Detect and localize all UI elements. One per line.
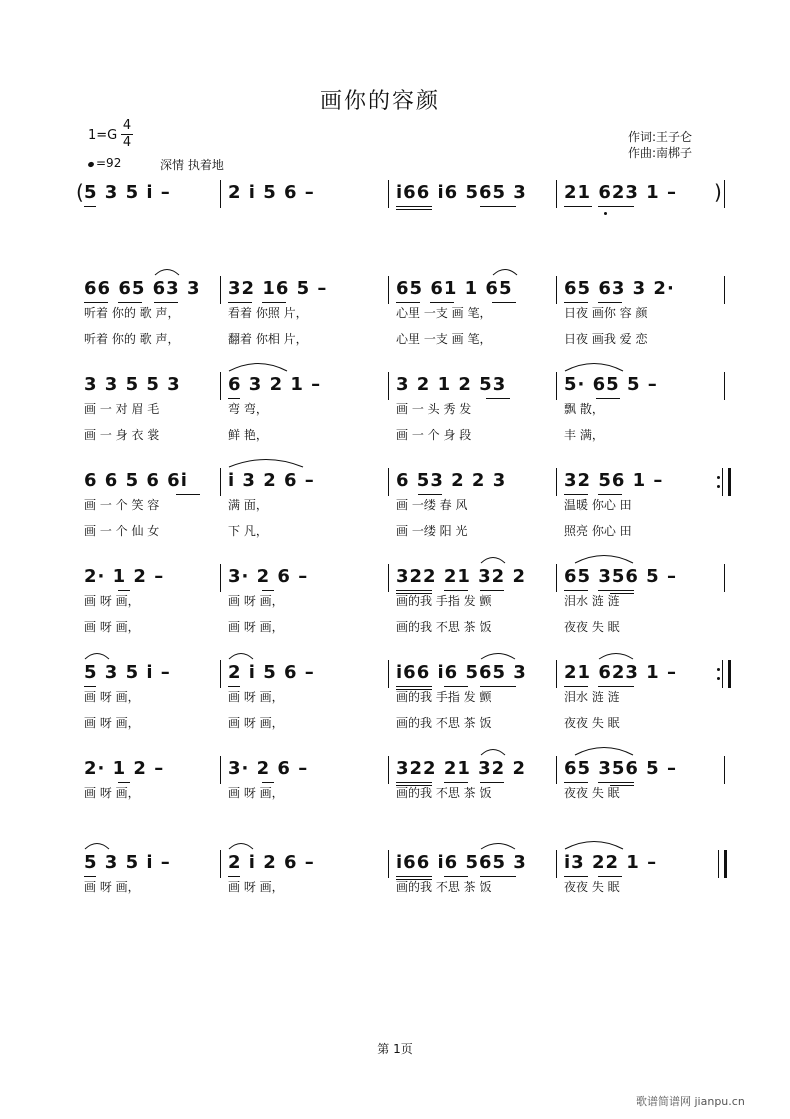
barline <box>220 850 221 878</box>
underline <box>84 206 96 207</box>
lyric-line: 鲜 艳， <box>228 428 268 442</box>
score-system <box>0 564 790 634</box>
slur <box>574 744 634 756</box>
measure: 5· 65 5 – <box>564 374 658 395</box>
lyric-line: 翻着 你相 片， <box>228 332 308 346</box>
measure: 5 3 5 i – <box>84 852 171 873</box>
lyric-line: 画 呀 画， <box>228 620 284 634</box>
measure: 5 3 5 i – <box>84 182 171 203</box>
lyric-line: 画 呀 画， <box>84 716 140 730</box>
underline <box>396 302 420 303</box>
barline <box>556 564 557 592</box>
underline <box>564 590 588 591</box>
underline <box>598 876 622 877</box>
underline <box>430 302 454 303</box>
measure: 32 56 1 – <box>564 470 664 491</box>
measure: 322 21 32 2 <box>396 758 526 779</box>
underline <box>444 590 468 591</box>
open-paren: ( <box>76 180 85 204</box>
underline <box>598 302 622 303</box>
underline <box>564 876 588 877</box>
lyric-line: 泪水 涟 涟 <box>564 690 620 704</box>
barline <box>724 756 725 784</box>
score-system <box>0 756 790 816</box>
barline <box>556 372 557 400</box>
barline <box>556 276 557 304</box>
lyric-line: 满 面， <box>228 498 268 512</box>
repeat-dot <box>717 476 720 479</box>
lyric-line: 画 呀 画， <box>228 880 284 894</box>
underline <box>84 302 108 303</box>
slur <box>480 840 516 850</box>
lyric-line: 画 一 对 眉 毛 <box>84 402 160 416</box>
barline <box>724 180 725 208</box>
barline <box>724 276 725 304</box>
underline <box>598 494 622 495</box>
barline <box>388 180 389 208</box>
lyric-line: 弯 弯， <box>228 402 268 416</box>
underline <box>396 876 432 877</box>
barline <box>388 660 389 688</box>
measure: 21 623 1 – <box>564 662 677 683</box>
measure: 3 2 1 2 53 <box>396 374 507 395</box>
barline <box>556 756 557 784</box>
lyric-line: 泪水 涟 涟 <box>564 594 620 608</box>
underline <box>444 782 468 783</box>
measure: 3· 2 6 – <box>228 566 309 587</box>
underline <box>480 590 504 591</box>
score-system <box>0 180 790 240</box>
measure: 322 21 32 2 <box>396 566 526 587</box>
lyric-line: 温暖 你心 田 <box>564 498 632 512</box>
lyric-line: 画的我 不思 茶 饭 <box>396 786 492 800</box>
barline <box>388 850 389 878</box>
meter-top: 4 <box>122 118 132 133</box>
underline <box>228 302 252 303</box>
lyric-line: 飘 散， <box>564 402 604 416</box>
lyric-line: 画 一 头 秀 发 <box>396 402 472 416</box>
barline <box>388 468 389 496</box>
barline <box>388 756 389 784</box>
song-title: 画你的容颜 <box>319 89 440 114</box>
lyric-line: 画 一 个 身 段 <box>396 428 472 442</box>
underline <box>564 206 592 207</box>
underline <box>564 686 588 687</box>
measure: i66 i6 565 3 <box>396 852 527 873</box>
underline <box>480 782 504 783</box>
lyric-line: 画 呀 画， <box>84 880 140 894</box>
measure: 32 16 5 – <box>228 278 328 299</box>
lyric-line: 画的我 手指 发 颤 <box>396 690 492 704</box>
lyric-line: 画的我 不思 茶 饭 <box>396 620 492 634</box>
lyric-line: 心里 一支 画 笔， <box>396 332 492 346</box>
lyric-line: 听着 你的 歌 声， <box>84 332 180 346</box>
measure: i3 22 1 – <box>564 852 658 873</box>
close-paren: ) <box>714 180 723 204</box>
underline <box>598 686 634 687</box>
lyric-line: 夜夜 失 眠 <box>564 880 620 894</box>
underline <box>480 206 516 207</box>
composer-credit: 作曲:南梆子 <box>628 146 693 160</box>
lyric-line: 照亮 你心 田 <box>564 524 632 538</box>
lyric-line: 心里 一支 画 笔， <box>396 306 492 320</box>
lyric-line: 画 呀 画， <box>84 594 140 608</box>
repeat-dot <box>717 668 720 671</box>
underline <box>564 494 588 495</box>
tempo-marking <box>88 156 121 170</box>
lyric-line: 画 呀 画， <box>84 690 140 704</box>
slur <box>564 360 624 372</box>
underline <box>564 782 588 783</box>
underline <box>118 590 130 591</box>
lyric-line: 画 呀 画， <box>228 786 284 800</box>
underline <box>118 302 142 303</box>
lyric-line: 画 一缕 阳 光 <box>396 524 468 538</box>
lyric-line: 画 一 个 笑 容 <box>84 498 160 512</box>
lyric-line: 画 一 身 衣 裳 <box>84 428 160 442</box>
lyric-line: 画的我 手指 发 颤 <box>396 594 492 608</box>
underline <box>598 206 634 207</box>
lyric-line: 丰 满， <box>564 428 604 442</box>
time-signature <box>120 118 134 151</box>
key-signature: 1=G <box>88 128 118 143</box>
barline <box>220 564 221 592</box>
barline <box>388 564 389 592</box>
barline <box>220 660 221 688</box>
lyricist-credit: 作词:王子仑 <box>628 130 693 144</box>
slur <box>228 360 288 372</box>
lyric-line: 画的我 不思 茶 饭 <box>396 880 492 894</box>
slur <box>480 554 506 564</box>
measure: 6 6 5 6 6i <box>84 470 188 491</box>
slur <box>480 746 506 756</box>
lyric-line: 画 呀 画， <box>84 620 140 634</box>
underline <box>262 590 274 591</box>
slur <box>564 838 624 850</box>
repeat-dot <box>717 485 720 488</box>
barline <box>718 850 719 878</box>
watermark: 歌谱简谱网 jianpu.cn <box>636 1095 745 1108</box>
slur <box>228 456 304 468</box>
lyric-line: 夜夜 失 眠 <box>564 716 620 730</box>
lyric-line: 夜夜 失 眠 <box>564 620 620 634</box>
underline <box>262 782 274 783</box>
underline <box>598 782 634 783</box>
measure: 6 53 2 2 3 <box>396 470 507 491</box>
lyric-line: 画 呀 画， <box>228 594 284 608</box>
barline <box>556 850 557 878</box>
measure: 2 i 2 6 – <box>228 852 315 873</box>
score-system <box>0 372 790 442</box>
measure: i 3 2 6 – <box>228 470 315 491</box>
meter-bottom: 4 <box>122 135 132 150</box>
underline <box>84 876 96 877</box>
measure: 2· 1 2 – <box>84 566 165 587</box>
underline <box>84 686 96 687</box>
score-system <box>0 850 790 910</box>
slur <box>598 650 634 660</box>
lyric-line: 看着 你照 片， <box>228 306 308 320</box>
slur <box>84 840 110 850</box>
measure: 65 63 3 2· <box>564 278 675 299</box>
lyric-line: 夜夜 失 眠 <box>564 786 620 800</box>
barline <box>722 660 723 688</box>
underline <box>444 876 468 877</box>
underline <box>486 398 510 399</box>
underline <box>444 686 468 687</box>
measure: i66 i6 565 3 <box>396 662 527 683</box>
lyric-line: 画的我 不思 茶 饭 <box>396 716 492 730</box>
measure: 2· 1 2 – <box>84 758 165 779</box>
expression-marking: 深情 执着地 <box>160 158 224 172</box>
measure: 21 623 1 – <box>564 182 677 203</box>
measure: 2 i 5 6 – <box>228 182 315 203</box>
slur <box>574 552 634 564</box>
measure: 65 356 5 – <box>564 758 677 779</box>
lyric-line: 画 呀 画， <box>228 690 284 704</box>
lyric-line: 画 一 个 仙 女 <box>84 524 160 538</box>
barline <box>556 660 557 688</box>
measure: 3· 2 6 – <box>228 758 309 779</box>
repeat-barline <box>728 468 731 496</box>
measure: 3 3 5 5 3 <box>84 374 181 395</box>
slur <box>228 650 254 660</box>
barline <box>388 276 389 304</box>
lyric-line: 日夜 画我 爱 恋 <box>564 332 648 346</box>
underline <box>176 494 200 495</box>
lyric-line: 画 一缕 春 风 <box>396 498 468 512</box>
barline <box>724 372 725 400</box>
measure: 2 i 5 6 – <box>228 662 315 683</box>
measure: i66 i6 565 3 <box>396 182 527 203</box>
barline <box>220 372 221 400</box>
octave-dot <box>604 212 607 215</box>
barline <box>220 756 221 784</box>
score-system <box>0 468 790 538</box>
slur <box>480 650 516 660</box>
underline <box>228 398 240 399</box>
lyric-line: 画 呀 画， <box>84 786 140 800</box>
tempo-value: =92 <box>96 156 122 170</box>
lyric-line: 画 呀 画， <box>228 716 284 730</box>
measure: 5 3 5 i – <box>84 662 171 683</box>
page-number: 第 1页 <box>377 1042 413 1056</box>
underline <box>396 206 432 207</box>
underline <box>480 686 516 687</box>
underline <box>396 590 432 591</box>
score-system <box>0 276 790 346</box>
score-system <box>0 660 790 730</box>
slur <box>84 650 110 660</box>
repeat-barline <box>728 660 731 688</box>
underline <box>228 686 240 687</box>
underline <box>596 398 620 399</box>
barline <box>220 276 221 304</box>
barline <box>220 468 221 496</box>
underline <box>396 686 432 687</box>
underline <box>262 302 286 303</box>
measure: 66 65 63 3 <box>84 278 201 299</box>
underline <box>480 876 516 877</box>
barline <box>556 468 557 496</box>
slur <box>228 840 254 850</box>
barline <box>388 372 389 400</box>
lyric-line: 听着 你的 歌 声， <box>84 306 180 320</box>
final-barline <box>724 850 727 878</box>
underline <box>228 876 240 877</box>
underline <box>154 302 178 303</box>
underline <box>396 209 432 210</box>
measure: 65 356 5 – <box>564 566 677 587</box>
underline <box>492 302 516 303</box>
underline <box>118 782 130 783</box>
measure: 6 3 2 1 – <box>228 374 322 395</box>
repeat-dot <box>717 677 720 680</box>
barline <box>220 180 221 208</box>
underline <box>396 782 432 783</box>
measure: 65 61 1 65 <box>396 278 513 299</box>
underline <box>598 590 634 591</box>
lyric-line: 日夜 画你 容 颜 <box>564 306 648 320</box>
barline <box>722 468 723 496</box>
barline <box>724 564 725 592</box>
quarter-note-icon <box>87 161 94 168</box>
slur <box>154 266 180 276</box>
underline <box>564 302 588 303</box>
lyric-line: 下 凡， <box>228 524 268 538</box>
slur <box>492 266 518 276</box>
underline <box>418 494 442 495</box>
barline <box>556 180 557 208</box>
